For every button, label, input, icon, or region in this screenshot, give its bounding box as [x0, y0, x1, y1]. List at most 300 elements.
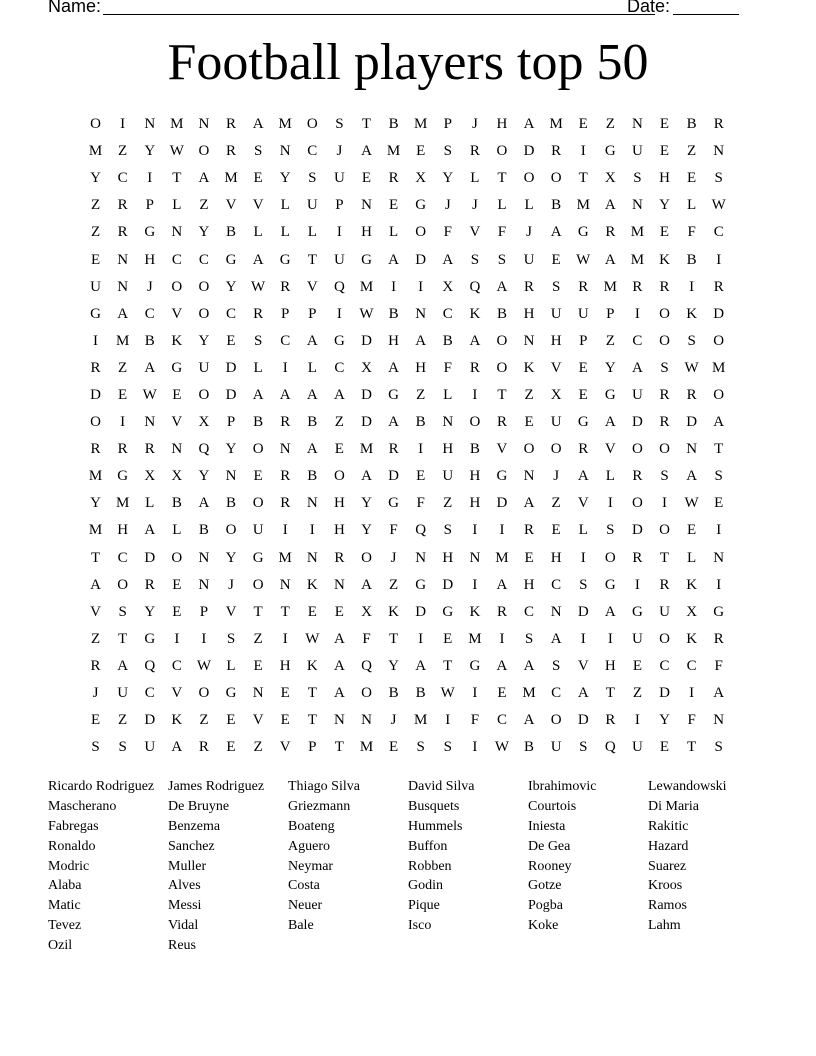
grid-letter[interactable]: O — [225, 522, 237, 539]
grid-letter[interactable]: D — [659, 685, 670, 702]
grid-letter[interactable]: A — [117, 657, 129, 674]
grid-letter[interactable]: I — [282, 522, 288, 539]
grid-letter[interactable]: F — [362, 630, 371, 647]
grid-letter[interactable]: N — [252, 685, 264, 702]
grid-letter[interactable]: D — [361, 332, 372, 349]
grid-letter[interactable]: N — [198, 549, 210, 566]
grid-letter[interactable]: G — [577, 224, 589, 241]
grid-letter[interactable]: A — [90, 576, 101, 593]
grid-letter[interactable]: M — [576, 197, 590, 214]
grid-letter[interactable]: E — [334, 603, 344, 620]
grid-letter[interactable]: L — [524, 197, 534, 214]
grid-letter[interactable]: P — [199, 603, 209, 620]
grid-letter[interactable]: N — [171, 224, 183, 241]
grid-letter[interactable]: N — [117, 251, 129, 268]
grid-letter[interactable]: I — [282, 630, 288, 647]
grid-letter[interactable]: I — [418, 630, 424, 647]
grid-letter[interactable]: T — [443, 657, 453, 674]
grid-letter[interactable]: C — [713, 224, 724, 241]
grid-letter[interactable]: I — [174, 630, 180, 647]
grid-letter[interactable]: K — [469, 305, 481, 322]
grid-letter[interactable]: S — [551, 278, 561, 295]
grid-letter[interactable]: O — [632, 441, 643, 458]
grid-letter[interactable]: O — [550, 441, 562, 458]
grid-letter[interactable]: D — [577, 603, 589, 620]
grid-letter[interactable]: B — [388, 685, 399, 702]
grid-letter[interactable]: I — [634, 576, 640, 593]
grid-letter[interactable]: G — [388, 386, 399, 403]
grid-letter[interactable]: Z — [388, 576, 399, 593]
grid-letter[interactable]: A — [333, 630, 345, 647]
grid-letter[interactable]: G — [442, 603, 454, 620]
grid-letter[interactable]: D — [90, 386, 101, 403]
grid-letter[interactable]: I — [472, 739, 478, 756]
grid-letter[interactable]: O — [496, 332, 508, 349]
grid-letter[interactable]: N — [632, 197, 643, 214]
grid-letter[interactable]: V — [604, 441, 616, 458]
grid-letter[interactable]: M — [630, 251, 645, 268]
grid-letter[interactable]: B — [388, 305, 399, 322]
grid-letter[interactable]: C — [171, 657, 182, 674]
grid-letter[interactable]: J — [444, 197, 451, 214]
grid-letter[interactable]: I — [282, 359, 288, 376]
grid-letter[interactable]: M — [115, 495, 130, 512]
grid-letter[interactable]: H — [388, 332, 399, 349]
grid-letter[interactable]: O — [659, 630, 670, 647]
grid-letter[interactable]: G — [604, 576, 616, 593]
grid-letter[interactable]: I — [336, 224, 342, 241]
grid-letter[interactable]: C — [632, 332, 643, 349]
grid-letter[interactable]: H — [144, 251, 156, 268]
grid-letter[interactable]: J — [146, 278, 153, 295]
grid-letter[interactable]: A — [144, 522, 156, 539]
grid-letter[interactable]: N — [306, 549, 318, 566]
grid-letter[interactable]: I — [689, 685, 695, 702]
grid-letter[interactable]: D — [361, 414, 372, 431]
grid-letter[interactable]: H — [523, 576, 535, 593]
grid-letter[interactable]: N — [632, 116, 643, 133]
grid-letter[interactable]: X — [442, 278, 454, 295]
grid-letter[interactable]: G — [225, 685, 237, 702]
grid-letter[interactable]: S — [660, 468, 669, 485]
grid-letter[interactable]: A — [550, 630, 562, 647]
grid-letter[interactable]: A — [442, 251, 454, 268]
grid-letter[interactable]: N — [442, 414, 454, 431]
grid-letter[interactable]: X — [361, 603, 372, 620]
grid-letter[interactable]: R — [632, 549, 643, 566]
grid-letter[interactable]: R — [90, 657, 101, 674]
grid-letter[interactable]: G — [144, 630, 156, 647]
grid-letter[interactable]: L — [605, 468, 615, 485]
grid-letter[interactable]: A — [144, 359, 156, 376]
grid-letter[interactable]: E — [578, 359, 588, 376]
grid-letter[interactable]: O — [333, 468, 345, 485]
grid-letter[interactable]: N — [279, 143, 291, 160]
grid-letter[interactable]: Y — [388, 657, 399, 674]
grid-letter[interactable]: Q — [333, 278, 345, 295]
grid-letter[interactable]: W — [359, 305, 374, 322]
grid-letter[interactable]: H — [333, 522, 345, 539]
grid-letter[interactable]: H — [604, 657, 616, 674]
grid-letter[interactable]: A — [550, 224, 562, 241]
grid-letter[interactable]: R — [605, 712, 616, 729]
grid-letter[interactable]: O — [659, 441, 670, 458]
grid-letter[interactable]: M — [170, 116, 184, 133]
grid-letter[interactable]: S — [226, 630, 236, 647]
grid-letter[interactable]: G — [415, 197, 427, 214]
grid-letter[interactable]: I — [634, 305, 640, 322]
grid-letter[interactable]: L — [578, 522, 588, 539]
grid-letter[interactable]: Y — [198, 332, 210, 349]
grid-letter[interactable]: R — [253, 305, 264, 322]
grid-letter[interactable]: K — [171, 332, 183, 349]
grid-letter[interactable]: O — [469, 414, 481, 431]
grid-letter[interactable]: K — [659, 251, 670, 268]
grid-letter[interactable]: B — [307, 414, 318, 431]
grid-letter[interactable]: G — [604, 143, 616, 160]
grid-letter[interactable]: R — [496, 414, 507, 431]
grid-letter[interactable]: O — [171, 278, 183, 295]
grid-letter[interactable]: I — [201, 630, 207, 647]
grid-letter[interactable]: V — [306, 278, 318, 295]
grid-letter[interactable]: V — [171, 414, 183, 431]
grid-letter[interactable]: N — [469, 549, 481, 566]
grid-letter[interactable]: A — [577, 468, 589, 485]
grid-letter[interactable]: N — [333, 712, 345, 729]
grid-letter[interactable]: A — [388, 359, 399, 376]
grid-letter[interactable]: Z — [118, 359, 128, 376]
grid-letter[interactable]: D — [144, 712, 156, 729]
grid-letter[interactable]: T — [361, 116, 372, 133]
grid-letter[interactable]: R — [713, 630, 724, 647]
grid-letter[interactable]: V — [252, 197, 264, 214]
grid-letter[interactable]: A — [523, 657, 535, 674]
grid-letter[interactable]: T — [659, 549, 670, 566]
grid-letter[interactable]: W — [576, 251, 591, 268]
grid-letter[interactable]: M — [386, 143, 401, 160]
grid-letter[interactable]: Y — [225, 549, 237, 566]
grid-letter[interactable]: R — [280, 495, 291, 512]
grid-letter[interactable]: S — [714, 170, 723, 187]
grid-letter[interactable]: V — [171, 685, 183, 702]
grid-letter[interactable]: D — [577, 712, 589, 729]
grid-letter[interactable]: C — [551, 576, 562, 593]
grid-letter[interactable]: C — [442, 305, 453, 322]
grid-letter[interactable]: R — [605, 224, 616, 241]
grid-letter[interactable]: U — [90, 278, 101, 295]
grid-letter[interactable]: I — [120, 414, 126, 431]
grid-letter[interactable]: O — [496, 143, 508, 160]
grid-letter[interactable]: A — [252, 251, 264, 268]
grid-letter[interactable]: I — [580, 549, 586, 566]
grid-letter[interactable]: V — [469, 224, 481, 241]
grid-letter[interactable]: Y — [198, 224, 210, 241]
grid-letter[interactable]: F — [714, 657, 723, 674]
grid-letter[interactable]: U — [333, 170, 345, 187]
grid-letter[interactable]: K — [686, 305, 698, 322]
grid-letter[interactable]: D — [496, 495, 508, 512]
grid-letter[interactable]: J — [553, 468, 560, 485]
grid-letter[interactable]: T — [280, 603, 290, 620]
grid-letter[interactable]: B — [686, 116, 697, 133]
grid-letter[interactable]: Q — [604, 739, 616, 756]
grid-letter[interactable]: I — [445, 712, 451, 729]
grid-letter[interactable]: W — [494, 739, 510, 756]
grid-letter[interactable]: I — [634, 712, 640, 729]
grid-letter[interactable]: T — [90, 549, 101, 566]
grid-letter[interactable]: J — [471, 116, 478, 133]
grid-letter[interactable]: V — [252, 712, 264, 729]
grid-letter[interactable]: Z — [199, 197, 209, 214]
grid-letter[interactable]: C — [334, 359, 345, 376]
grid-letter[interactable]: R — [686, 386, 697, 403]
grid-letter[interactable]: V — [171, 305, 183, 322]
grid-letter[interactable]: C — [117, 549, 128, 566]
grid-letter[interactable]: I — [607, 630, 613, 647]
grid-letter[interactable]: O — [117, 576, 129, 593]
grid-letter[interactable]: Q — [469, 278, 481, 295]
grid-letter[interactable]: R — [632, 278, 643, 295]
grid-letter[interactable]: A — [415, 657, 427, 674]
grid-letter[interactable]: R — [524, 278, 535, 295]
grid-letter[interactable]: C — [524, 603, 535, 620]
grid-letter[interactable]: S — [443, 143, 452, 160]
grid-letter[interactable]: A — [604, 197, 616, 214]
grid-letter[interactable]: M — [630, 224, 645, 241]
grid-letter[interactable]: X — [171, 468, 183, 485]
grid-letter[interactable]: N — [333, 576, 345, 593]
grid-letter[interactable]: D — [632, 522, 643, 539]
grid-letter[interactable]: X — [361, 359, 372, 376]
grid-letter[interactable]: G — [469, 657, 481, 674]
grid-letter[interactable]: A — [306, 441, 318, 458]
grid-letter[interactable]: I — [580, 143, 586, 160]
grid-letter[interactable]: M — [359, 441, 374, 458]
grid-letter[interactable]: Y — [90, 495, 101, 512]
grid-letter[interactable]: R — [280, 468, 291, 485]
grid-letter[interactable]: N — [144, 116, 156, 133]
grid-letter[interactable]: A — [415, 332, 427, 349]
grid-letter[interactable]: S — [551, 657, 561, 674]
grid-letter[interactable]: A — [198, 170, 210, 187]
grid-letter[interactable]: G — [252, 549, 264, 566]
grid-letter[interactable]: B — [253, 414, 264, 431]
grid-letter[interactable]: T — [307, 685, 317, 702]
grid-letter[interactable]: Z — [687, 143, 697, 160]
grid-letter[interactable]: N — [279, 441, 291, 458]
grid-letter[interactable]: B — [226, 224, 237, 241]
grid-letter[interactable]: O — [252, 495, 264, 512]
grid-letter[interactable]: S — [443, 739, 452, 756]
grid-letter[interactable]: E — [253, 170, 263, 187]
grid-letter[interactable]: I — [472, 522, 478, 539]
grid-letter[interactable]: Y — [144, 603, 156, 620]
grid-letter[interactable]: Z — [551, 495, 561, 512]
grid-letter[interactable]: R — [117, 224, 128, 241]
grid-letter[interactable]: I — [472, 386, 478, 403]
name-line[interactable] — [103, 14, 655, 15]
grid-letter[interactable]: C — [307, 143, 318, 160]
grid-letter[interactable]: Z — [524, 386, 534, 403]
grid-letter[interactable]: E — [388, 197, 399, 214]
grid-letter[interactable]: N — [117, 278, 129, 295]
grid-letter[interactable]: E — [90, 251, 101, 268]
grid-letter[interactable]: X — [198, 414, 210, 431]
grid-letter[interactable]: R — [117, 197, 128, 214]
grid-letter[interactable]: O — [252, 441, 264, 458]
grid-letter[interactable]: S — [253, 332, 263, 349]
grid-letter[interactable]: O — [415, 224, 427, 241]
grid-letter[interactable]: M — [359, 278, 374, 295]
grid-letter[interactable]: X — [604, 170, 616, 187]
grid-letter[interactable]: P — [145, 197, 154, 214]
grid-letter[interactable]: A — [388, 414, 399, 431]
grid-letter[interactable]: L — [145, 495, 155, 512]
grid-letter[interactable]: I — [499, 630, 505, 647]
grid-letter[interactable]: N — [306, 495, 318, 512]
grid-letter[interactable]: A — [333, 386, 345, 403]
grid-letter[interactable]: J — [390, 549, 397, 566]
grid-letter[interactable]: U — [144, 739, 156, 756]
grid-letter[interactable]: S — [470, 251, 480, 268]
grid-letter[interactable]: P — [443, 116, 452, 133]
grid-letter[interactable]: G — [415, 576, 427, 593]
grid-letter[interactable]: E — [659, 116, 670, 133]
grid-letter[interactable]: N — [225, 468, 237, 485]
grid-letter[interactable]: E — [659, 224, 670, 241]
grid-letter[interactable]: G — [496, 468, 508, 485]
grid-letter[interactable]: O — [604, 549, 616, 566]
grid-letter[interactable]: Y — [198, 468, 210, 485]
grid-letter[interactable]: H — [442, 441, 454, 458]
grid-letter[interactable]: E — [226, 739, 236, 756]
grid-letter[interactable]: G — [117, 468, 129, 485]
grid-letter[interactable]: W — [684, 495, 699, 512]
grid-letter[interactable]: G — [604, 386, 616, 403]
grid-letter[interactable]: C — [659, 657, 670, 674]
grid-letter[interactable]: X — [415, 170, 427, 187]
grid-letter[interactable]: J — [471, 197, 478, 214]
grid-letter[interactable]: I — [499, 522, 505, 539]
grid-letter[interactable]: R — [713, 116, 724, 133]
grid-letter[interactable]: I — [607, 495, 613, 512]
grid-letter[interactable]: A — [117, 305, 129, 322]
grid-letter[interactable]: S — [118, 739, 127, 756]
grid-letter[interactable]: Z — [90, 630, 101, 647]
grid-letter[interactable]: G — [279, 251, 291, 268]
grid-letter[interactable]: P — [281, 305, 290, 322]
grid-letter[interactable]: A — [632, 359, 643, 376]
grid-letter[interactable]: O — [523, 441, 535, 458]
grid-letter[interactable]: Z — [199, 712, 209, 729]
grid-letter[interactable]: P — [308, 739, 317, 756]
grid-letter[interactable]: G — [171, 359, 183, 376]
grid-letter[interactable]: H — [442, 549, 454, 566]
grid-letter[interactable]: K — [306, 657, 318, 674]
grid-letter[interactable]: T — [497, 386, 507, 403]
grid-letter[interactable]: G — [577, 414, 589, 431]
grid-letter[interactable]: K — [686, 630, 698, 647]
grid-letter[interactable]: D — [225, 359, 237, 376]
grid-letter[interactable]: B — [551, 197, 562, 214]
grid-letter[interactable]: F — [416, 495, 425, 512]
grid-letter[interactable]: I — [418, 441, 424, 458]
grid-letter[interactable]: O — [198, 278, 210, 295]
grid-letter[interactable]: N — [523, 468, 535, 485]
grid-letter[interactable]: N — [361, 197, 372, 214]
grid-letter[interactable]: A — [523, 116, 535, 133]
grid-letter[interactable]: S — [443, 522, 452, 539]
grid-letter[interactable]: Y — [225, 441, 237, 458]
grid-letter[interactable]: I — [662, 495, 668, 512]
grid-letter[interactable]: M — [278, 116, 292, 133]
grid-letter[interactable]: H — [415, 359, 427, 376]
grid-letter[interactable]: M — [88, 143, 103, 160]
grid-letter[interactable]: R — [226, 143, 237, 160]
grid-letter[interactable]: S — [91, 739, 100, 756]
grid-letter[interactable]: U — [550, 305, 562, 322]
grid-letter[interactable]: A — [252, 386, 264, 403]
grid-letter[interactable]: C — [171, 251, 182, 268]
grid-letter[interactable]: Z — [605, 332, 615, 349]
grid-letter[interactable]: Y — [442, 170, 454, 187]
grid-letter[interactable]: M — [414, 712, 428, 729]
grid-letter[interactable]: B — [469, 441, 480, 458]
grid-letter[interactable]: M — [88, 522, 103, 539]
grid-letter[interactable]: Q — [144, 657, 156, 674]
grid-letter[interactable]: O — [198, 143, 210, 160]
grid-letter[interactable]: A — [333, 685, 345, 702]
grid-letter[interactable]: N — [686, 441, 698, 458]
grid-letter[interactable]: L — [307, 359, 317, 376]
grid-letter[interactable]: T — [307, 251, 317, 268]
grid-letter[interactable]: J — [336, 143, 343, 160]
grid-letter[interactable]: L — [280, 197, 290, 214]
grid-letter[interactable]: U — [632, 143, 643, 160]
grid-letter[interactable]: F — [687, 712, 696, 729]
grid-letter[interactable]: D — [523, 143, 535, 160]
grid-letter[interactable]: A — [523, 712, 535, 729]
grid-letter[interactable]: M — [603, 278, 617, 295]
grid-letter[interactable]: A — [306, 386, 318, 403]
grid-letter[interactable]: R — [144, 441, 155, 458]
grid-letter[interactable]: D — [686, 414, 698, 431]
grid-letter[interactable]: U — [523, 251, 535, 268]
grid-letter[interactable]: E — [416, 143, 426, 160]
grid-letter[interactable]: N — [171, 441, 183, 458]
grid-letter[interactable]: G — [632, 603, 643, 620]
grid-letter[interactable]: V — [577, 495, 589, 512]
grid-letter[interactable]: U — [198, 359, 210, 376]
grid-letter[interactable]: S — [714, 468, 723, 485]
grid-letter[interactable]: R — [280, 414, 291, 431]
grid-letter[interactable]: Q — [361, 657, 372, 674]
grid-letter[interactable]: E — [687, 170, 697, 187]
grid-letter[interactable]: I — [93, 332, 99, 349]
grid-letter[interactable]: N — [279, 576, 291, 593]
grid-letter[interactable]: B — [686, 251, 697, 268]
grid-letter[interactable]: Y — [144, 143, 156, 160]
grid-letter[interactable]: O — [90, 116, 101, 133]
grid-letter[interactable]: R — [659, 576, 670, 593]
grid-letter[interactable]: R — [632, 468, 643, 485]
grid-letter[interactable]: F — [443, 359, 452, 376]
grid-letter[interactable]: P — [606, 305, 615, 322]
grid-letter[interactable]: I — [391, 278, 397, 295]
grid-letter[interactable]: H — [361, 224, 372, 241]
grid-letter[interactable]: A — [198, 495, 210, 512]
grid-letter[interactable]: R — [469, 143, 480, 160]
